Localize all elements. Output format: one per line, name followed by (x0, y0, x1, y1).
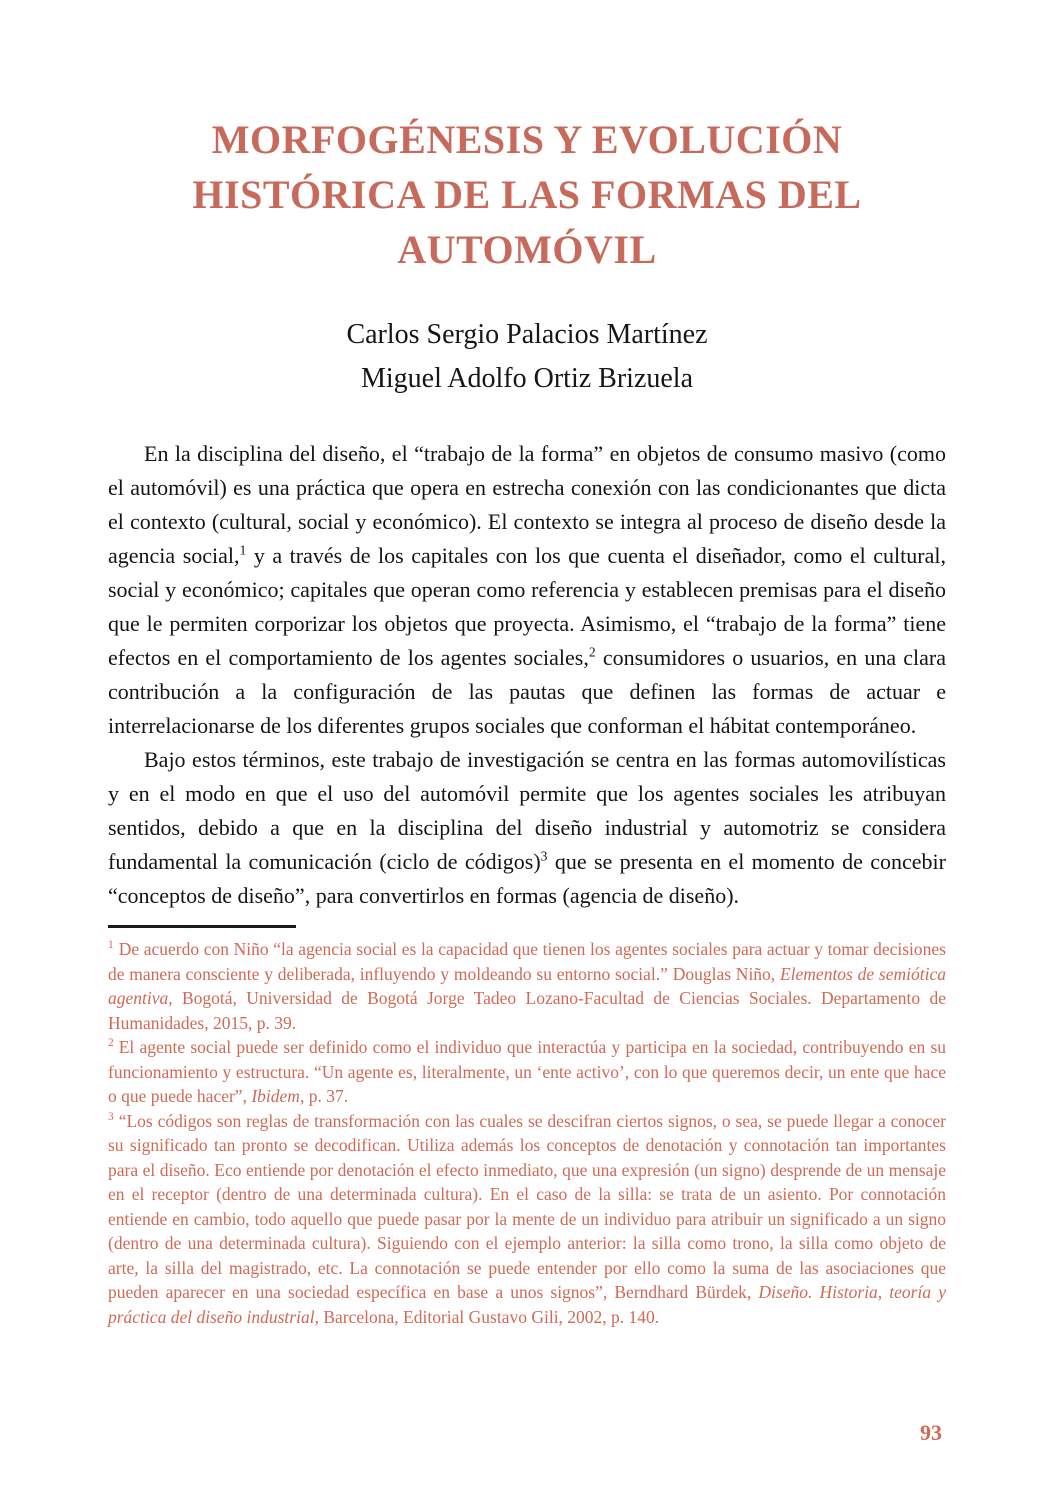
title-line: HISTÓRICA DE LAS FORMAS DEL (192, 172, 862, 217)
footnote-text: De acuerdo con Niño “la agencia social es la capacidad que tienen los agentes sociales para actuar y tomar decisiones de manera consciente y deliberada, influyendo y moldeando su entorno social.” Douglas Niño, (108, 939, 946, 984)
body-paragraph (108, 743, 946, 913)
page-content (108, 0, 946, 1329)
paragraph-text: que se presenta en el momento de concebir “conceptos de diseño”, para convertirlos en formas (agencia de diseño). (108, 849, 946, 908)
author-name: Miguel Adolfo Ortiz Brizuela (360, 363, 694, 394)
footnote-text: , Barcelona, Editorial Gustavo Gili, 2002, p. 140. (314, 1306, 660, 1327)
paragraph-text: consumidores o usuarios, en una clara contribución a la configuración de las pautas que definen las formas de actuar e interrelacionarse de los diferentes grupos sociales que conforman el hábitat contemporáneo. (108, 645, 947, 738)
body-paragraph (108, 437, 946, 743)
paragraph-text: En la disciplina del diseño, el “trabajo de la forma” en objetos de consumo masivo (como el automóvil) es una práctica que opera en estrecha conexión con las condicionantes que dicta el contexto (cultural, social y económico). El contexto se integra al proceso de diseño desde la agencia social, (108, 441, 946, 568)
authors (108, 313, 946, 401)
paragraph-text: y a través de los capitales con los que cuenta el diseñador, como el cultural, social y económico; capitales que operan como referencia y establecen premisas para el diseño que le permiten corporizar los objetos que proyecta. Asimismo, el “trabajo de la forma” tiene efectos en el comportamiento de los agentes sociales, (108, 543, 946, 670)
title-line: AUTOMÓVIL (397, 227, 657, 272)
footnote-text: “Los códigos son reglas de transformación con las cuales se descifran ciertos signos, o sea, se puede llegar a conocer su significado tan pronto se decodifican. Utiliza además los conceptos de denotación y connotación tan importantes para el diseño. Eco entiende por denotación el efecto inmediato, que una expresión (un signo) desprende de un mensaje en el receptor (dentro de una determinada cultura). En el caso de la silla: se trata de un asiento. Por connotación entiende en cambio, todo aquello que puede pasar por la mente de un individuo para atribuir un significado a un signo (dentro de una determinada cultura). Siguiendo con el ejemplo anterior: la silla como trono, la silla como objeto de arte, la silla del magistrado, etc. La connotación se puede entender por ello como la suma de las asociaciones que pueden aparecer en una sociedad específica en base a unos signos”, Berndhard Bürdek, (108, 1110, 946, 1302)
footnote-1 (108, 937, 946, 1035)
footnote-3 (108, 1109, 946, 1330)
footnote-marker: 3 (108, 1110, 114, 1123)
footnote-separator (108, 925, 296, 928)
footnote-citation-italic: Elementos de semiótica agentiva (108, 963, 947, 1008)
page-number: 93 (920, 1420, 942, 1445)
author-name: Carlos Sergio Palacios Martínez (346, 319, 708, 350)
page-title (108, 112, 946, 277)
article-body (108, 437, 946, 913)
footnote-citation-italic: Ibidem (251, 1086, 300, 1106)
footnote-citation-italic: Diseño. Historia, teoría y práctica del diseño industrial (108, 1282, 946, 1327)
footnotes-section (108, 925, 946, 1329)
footnote-ref-1: 1 (239, 542, 247, 558)
footnote-marker: 1 (108, 939, 114, 952)
footnote-text: El agente social puede ser definido como el individuo que interactúa y participa en la sociedad, contribuyendo en su funcionamiento y estructura. “Un agente es, literalmente, un ‘ente activo’, con lo que queremos decir, un ente que hace o que puede hacer”, (108, 1037, 946, 1106)
footnote-text: , Bogotá, Universidad de Bogotá Jorge Tadeo Lozano-Facultad de Ciencias Sociales. Departamento de Humanidades, 2015, p. 39. (108, 988, 946, 1033)
footnote-ref-3: 3 (540, 848, 548, 864)
footnote-2 (108, 1035, 946, 1109)
footnote-marker: 2 (108, 1037, 114, 1050)
footnote-ref-2: 2 (588, 644, 596, 660)
title-line: MORFOGÉNESIS Y EVOLUCIÓN (211, 117, 843, 162)
footnote-text: , p. 37. (299, 1086, 349, 1106)
paragraph-text: Bajo estos términos, este trabajo de investigación se centra en las formas automovilísticas y en el modo en que el uso del automóvil permite que los agentes sociales les atribuyan sentidos, debido a que en la disciplina del diseño industrial y automotriz se considera fundamental la comunicación (ciclo de códigos) (108, 747, 946, 874)
